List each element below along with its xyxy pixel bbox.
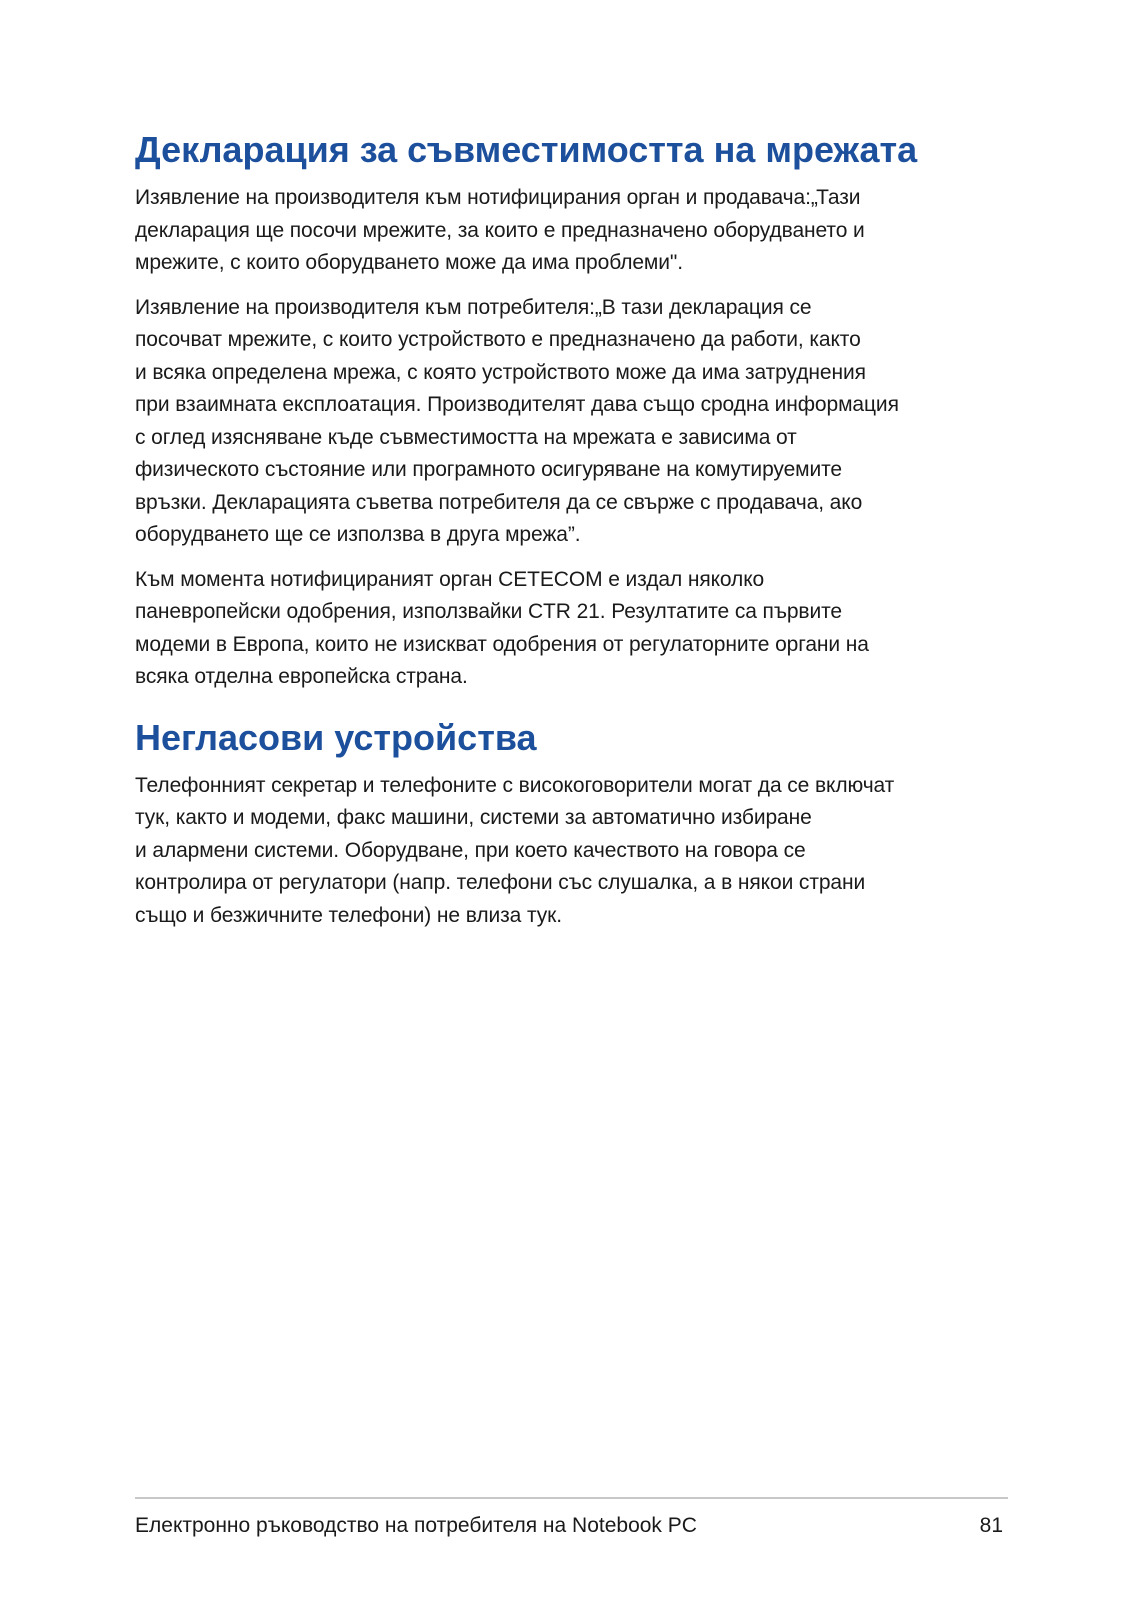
text-line: тук, както и модеми, факс машини, системи за автоматично избиране — [135, 806, 812, 829]
text-line: и алармени системи. Оборудване, при което качеството на говора се — [135, 838, 806, 862]
text-line: физическото състояние или програмното осигуряване на комутируемите — [135, 458, 842, 481]
text-line: също и безжичните телефони) не влиза тук. — [135, 903, 562, 927]
text-line: при взаимната експлоатация. Производителят дава също сродна информация — [135, 393, 899, 416]
text-line: Изявление на производителя към потребителя:„В тази декларация се — [135, 295, 812, 319]
text-line: Към момента нотифицираният орган CETECOM е издал няколко — [135, 567, 765, 591]
text-line: модеми в Европа, които не изискват одобрения от регулаторните органи на — [135, 632, 869, 656]
text-line: с оглед изясняване къде съвместимостта на мрежата е зависима от — [135, 425, 797, 449]
paragraph — [135, 182, 1013, 280]
section-heading-network-compatibility: Декларация за съвместимостта на мрежата — [135, 129, 918, 170]
text-line: Изявление на производителя към нотифицирания орган и продавача:„Тази — [135, 186, 861, 209]
text-line: контролира от регулатори (напр. телефони със слушалка, а в някои страни — [135, 871, 866, 894]
section-heading-non-voice-devices: Негласови устройства — [135, 716, 537, 758]
document-body — [135, 128, 1013, 944]
paragraph — [135, 564, 1013, 694]
text-line: връзки. Декларацията съветва потребителя да се свърже с продавача, ако — [135, 490, 863, 514]
text-line: мрежите, с които оборудването може да има проблеми". — [135, 251, 683, 274]
text-line: паневропейски одобрения, използвайки CTR 21. Резултатите са първите — [135, 600, 842, 623]
text-line: всяка отделна европейска страна. — [135, 665, 468, 688]
text-line: декларация ще посочи мрежите, за които е предназначено оборудването и — [135, 218, 865, 242]
text-line: посочват мрежите, с които устройството е предназначено да работи, както — [135, 328, 861, 351]
footer-title: Електронно ръководство на потребителя на Notebook PC — [135, 1514, 697, 1537]
text-line: оборудването ще се използва в друга мрежа”. — [135, 523, 581, 546]
footer-divider — [135, 1497, 1008, 1499]
paragraph — [135, 770, 1013, 933]
text-line: и всяка определена мрежа, с която устройството може да има затруднения — [135, 360, 866, 384]
paragraph — [135, 292, 1013, 552]
page-number: 81 — [979, 1514, 1003, 1537]
text-line: Телефонният секретар и телефоните с високоговорители могат да се включат — [135, 773, 895, 797]
